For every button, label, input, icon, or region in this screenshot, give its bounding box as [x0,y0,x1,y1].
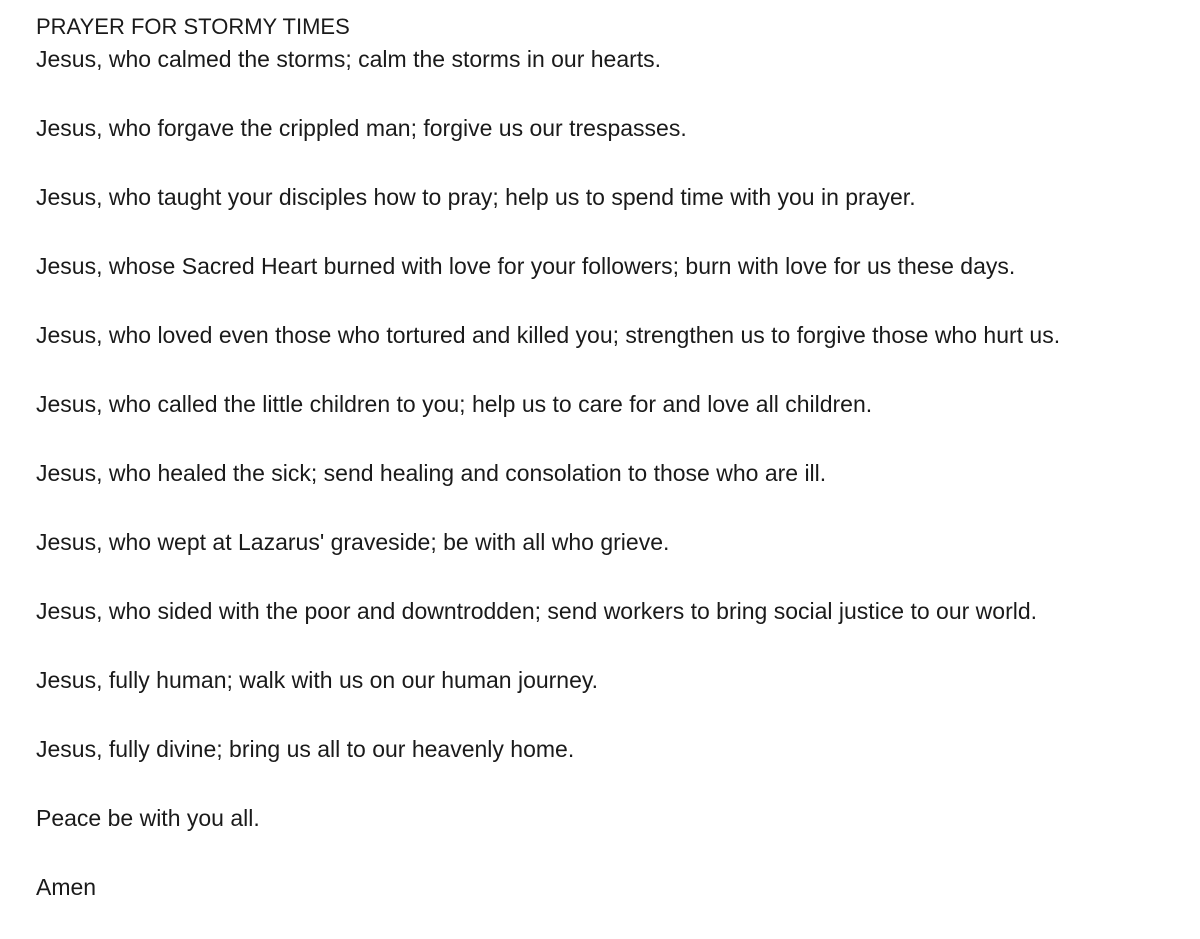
prayer-line: Jesus, who calmed the storms; calm the storms in our hearts. [36,46,662,72]
prayer-line: Jesus, who loved even those who tortured and killed you; strengthen us to forgive those who hurt us. [36,322,1061,348]
prayer-line: Jesus, who taught your disciples how to pray; help us to spend time with you in prayer. [36,184,916,210]
prayer-line: Jesus, who forgave the crippled man; forgive us our trespasses. [36,115,687,141]
prayer-line: Jesus, fully divine; bring us all to our heavenly home. [36,736,575,762]
prayer-line: Jesus, who sided with the poor and downtrodden; send workers to bring social justice to our world. [36,598,1038,624]
amen-line: Amen [36,874,97,900]
prayer-line: Jesus, whose Sacred Heart burned with love for your followers; burn with love for us these days. [36,253,1016,279]
prayer-line: Jesus, fully human; walk with us on our human journey. [36,667,599,693]
prayer-line: Jesus, who wept at Lazarus' graveside; be with all who grieve. [36,529,670,555]
document-body [36,12,1180,939]
prayer-line: Jesus, who called the little children to you; help us to care for and love all children. [36,391,873,417]
prayer-line: Jesus, who healed the sick; send healing and consolation to those who are ill. [36,460,827,486]
closing-line: Peace be with you all. [36,805,260,831]
document-title: PRAYER FOR STORMY TIMES [36,14,350,39]
